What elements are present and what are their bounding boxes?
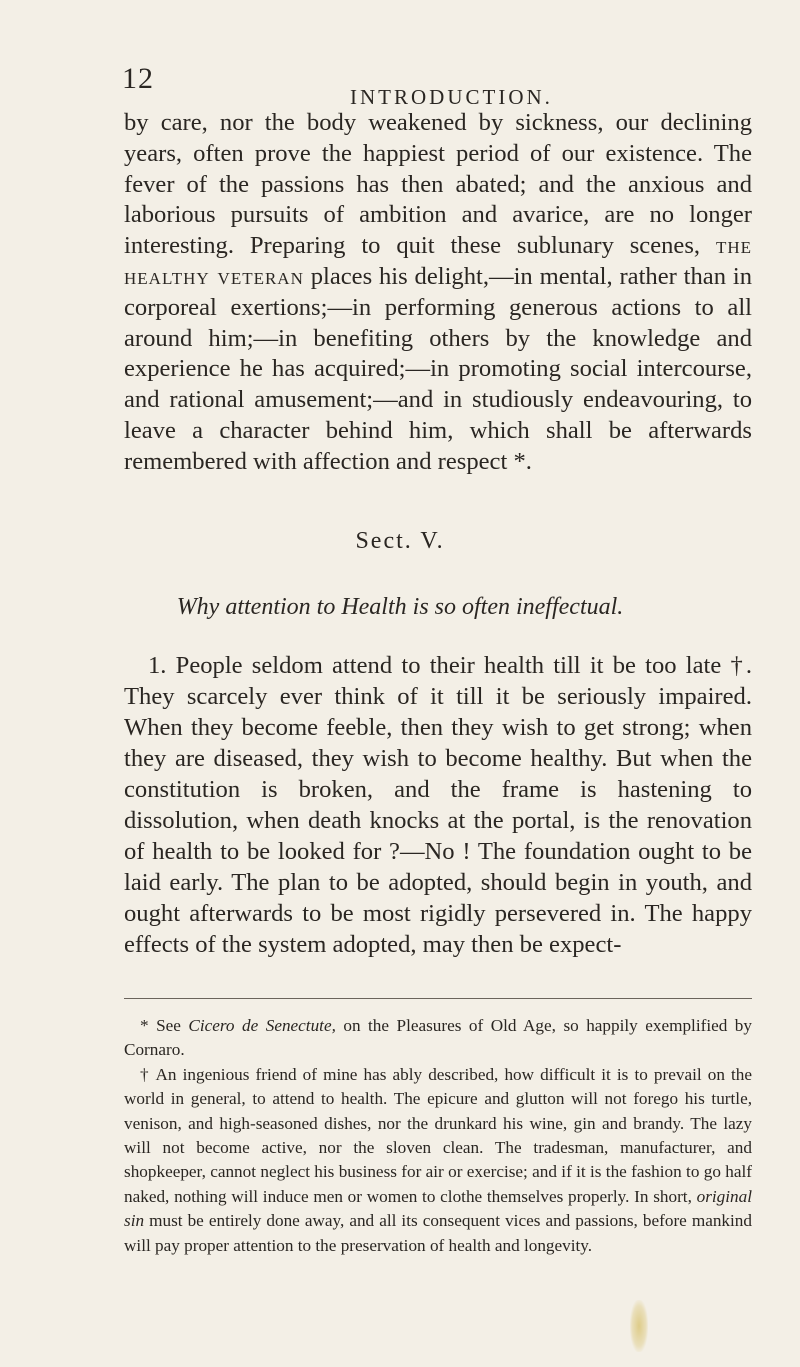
footnote-1-prefix: * See: [140, 1016, 189, 1035]
footnotes: [124, 1014, 752, 1258]
section-subtitle: [0, 594, 800, 621]
section-subtitle-emph: often ineffectual.: [462, 594, 624, 620]
paper-stain: [630, 1300, 648, 1352]
numbered-paragraph: [124, 650, 752, 960]
paragraph-1-text-a: by care, nor the body weakened by sickness, our declining years, often prove the happiest period of our existence. The fever of the passions has then abated; and the anxious and laborious pursuits of ambition and avarice, are no longer interesting. Preparing to quit these sublunary scenes,: [124, 109, 752, 260]
footnote-2-text-a: † An ingenious friend of mine has ably described, how difficult it is to prevail on the world in general, to attend to health. The epicure and glutton will not forego his turtle, venison, and high-seasoned dishes, nor the drunkard his wine, gin and brandy. The lazy will not become active, nor the sloven clean. The tradesman, manufacturer, and shopkeeper, cannot neglect his business for air or exercise; and if it is the fashion to go half naked, nothing will induce men or women to clothe themselves properly. In short,: [124, 1064, 752, 1206]
running-head: INTRODUCTION.: [350, 85, 553, 109]
paragraph-continued: [124, 108, 752, 478]
footnote-1: [124, 1014, 752, 1063]
footnote-divider: [124, 998, 752, 999]
paragraph-2: 1. People seldom attend to their health till it be too late †. They scarcely ever think of it till it be seriously impaired. When they become feeble, then they wish to get strong; when they are diseased, they wish to become healthy. But when the constitution is broken, and the frame is hastening to dissolution, when death knocks at the portal, is the renovation of health to be looked for ?—No ! The foundation ought to be laid early. The plan to be adopted, should begin in youth, and ought afterwards to be most rigidly persevered in. The happy effects of the system adopted, may then be expect-: [124, 652, 752, 958]
small-caps-phrase: the healthy veteran: [124, 232, 752, 290]
footnote-2-emph: original sin: [124, 1186, 752, 1231]
page-number: 12: [122, 62, 154, 95]
paragraph-1-text-b: places his delight,—in mental, rather than in corporeal exertions;—in performing generous actions to all around him;—in benefiting others by the knowledge and experience he has acquired;—in promoting social intercourse, and rational amusement;—and in studiously endeavouring, to leave a character behind him, which shall be afterwards remembered with affection and respect *.: [124, 262, 752, 475]
paragraph-1: [124, 108, 752, 478]
section-heading: Sect. V.: [355, 528, 445, 554]
footnote-1-rest: on the Pleasures of Old Age, so happily exemplified by Cornaro.: [124, 1016, 752, 1060]
footnote-2-text-b: must be entirely done away, and all its consequent vices and passions, before mankind will pay proper attention to the preservation of health and longevity.: [124, 1211, 752, 1255]
footnote-1-title: Cicero de Senectute,: [188, 1016, 336, 1035]
page-header: [0, 62, 800, 112]
section-subtitle-text: Why attention to Health is so: [176, 594, 462, 620]
footnote-2: [124, 1063, 752, 1258]
